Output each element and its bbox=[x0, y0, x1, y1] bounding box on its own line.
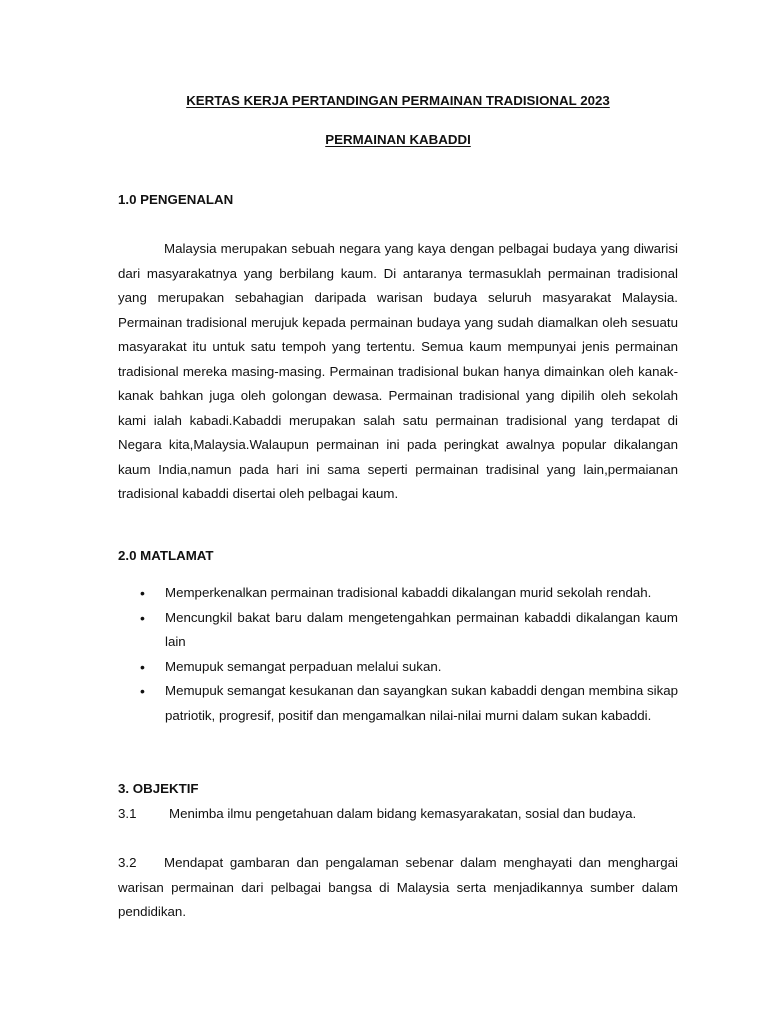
list-item bbox=[118, 581, 678, 606]
item-text: Mendapat gambaran dan pengalaman sebenar dalam menghayati dan menghargai warisan permainan dari pelbagai bangsa di Malaysia serta menjadikannya sumber dalam pendidikan. bbox=[118, 855, 678, 919]
section-heading-matlamat: 2.0 MATLAMAT bbox=[118, 548, 214, 563]
list-item bbox=[118, 606, 678, 655]
section-heading-objektif: 3. OBJEKTIF bbox=[118, 781, 199, 796]
list-item-text: Memupuk semangat kesukanan dan sayangkan sukan kabaddi dengan membina sikap patriotik, progresif, positif dan mengamalkan nilai-nilai murni dalam sukan kabaddi. bbox=[165, 683, 693, 723]
list-item bbox=[118, 655, 678, 680]
bullet-icon: • bbox=[140, 609, 145, 626]
document-subtitle: PERMAINAN KABADDI bbox=[325, 132, 471, 147]
item-number: 3.2 bbox=[118, 855, 137, 870]
bullet-icon: • bbox=[140, 658, 145, 675]
list-item-text: Memperkenalkan permainan tradisional kabaddi dikalangan murid sekolah rendah. bbox=[165, 585, 652, 600]
objektif-item-3-1 bbox=[118, 802, 678, 827]
item-text: Menimba ilmu pengetahuan dalam bidang kemasyarakatan, sosial dan budaya. bbox=[169, 806, 637, 821]
matlamat-list bbox=[118, 581, 693, 728]
list-item bbox=[118, 679, 693, 728]
section-body-pengenalan: Malaysia merupakan sebuah negara yang kaya dengan pelbagai budaya yang diwarisi dari masyarakatnya yang berbilang kaum. Di antaranya termasuklah permainan tradisional yang merupakan sebahagian daripada warisan budaya seluruh masyarakat Malaysia. Permainan tradisional merujuk kepada permainan budaya yang sudah diamalkan oleh sesuatu masyarakat itu untuk satu tempoh yang tertentu. Semua kaum mempunyai jenis permainan tradisional mereka masing-masing. Permainan tradisional bukan hanya dimainkan oleh kanak-kanak bahkan juga oleh golongan dewasa. Permainan tradisional yang dipilih oleh sekolah kami ialah kabadi.Kabaddi merupakan salah satu permainan tradisional yang terdapat di Negara kita,Malaysia.Walaupun permainan ini pada peringkat awalnya popular dikalangan kaum India,namun pada hari ini sama seperti permainan tradisinal yang lain,permaianan tradisional kabaddi disertai oleh pelbagai kaum. bbox=[118, 241, 678, 501]
document-title: KERTAS KERJA PERTANDINGAN PERMAINAN TRADISIONAL 2023 bbox=[186, 93, 610, 108]
section-heading-pengenalan: 1.0 PENGENALAN bbox=[118, 192, 234, 207]
list-item-text: Memupuk semangat perpaduan melalui sukan. bbox=[165, 658, 442, 674]
objektif-item-3-2 bbox=[118, 851, 678, 925]
bullet-icon: • bbox=[140, 683, 145, 699]
bullet-icon: • bbox=[140, 585, 145, 601]
list-item-text: Mencungkil bakat baru dalam mengetengahkan permainan kabaddi dikalangan kaum lain bbox=[165, 609, 678, 649]
item-number: 3.1 bbox=[118, 806, 137, 821]
